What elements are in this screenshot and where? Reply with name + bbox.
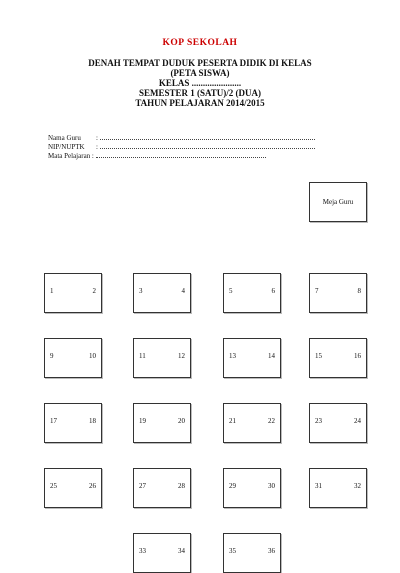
seat-number: 21 <box>229 417 236 425</box>
seat-number: 31 <box>315 482 322 490</box>
mapel-row <box>48 151 266 161</box>
student-desk <box>309 273 367 313</box>
student-desk <box>133 533 191 573</box>
seat-number: 10 <box>89 352 96 360</box>
student-desk <box>223 533 281 573</box>
seat-number: 4 <box>181 287 185 295</box>
seat-number: 8 <box>357 287 361 295</box>
student-desk <box>223 403 281 443</box>
seat-number: 33 <box>139 547 146 555</box>
seat-number: 28 <box>178 482 185 490</box>
student-desk <box>309 338 367 378</box>
seat-number: 11 <box>139 352 146 360</box>
document-subtitle: (PETA SISWA) <box>170 68 230 78</box>
seat-number: 9 <box>50 352 54 360</box>
student-desk <box>309 403 367 443</box>
class-line: KELAS ...................... <box>158 78 242 88</box>
academic-year-line: TAHUN PELAJARAN 2014/2015 <box>135 98 265 108</box>
colon: : <box>96 134 98 142</box>
student-desk <box>44 468 102 508</box>
seat-number: 32 <box>354 482 361 490</box>
seat-number: 29 <box>229 482 236 490</box>
seat-number: 20 <box>178 417 185 425</box>
seat-number: 22 <box>268 417 275 425</box>
kop-sekolah: KOP SEKOLAH <box>162 38 238 48</box>
student-desk <box>44 273 102 313</box>
student-desk <box>44 338 102 378</box>
seat-number: 16 <box>354 352 361 360</box>
seat-number: 12 <box>178 352 185 360</box>
seat-number: 6 <box>271 287 275 295</box>
seat-number: 34 <box>178 547 185 555</box>
seat-number: 2 <box>92 287 96 295</box>
student-desk <box>133 468 191 508</box>
document-title: DENAH TEMPAT DUDUK PESERTA DIDIK DI KELAS <box>88 58 312 68</box>
student-desk <box>309 468 367 508</box>
student-desk <box>223 273 281 313</box>
student-desk <box>44 403 102 443</box>
mapel-label: Mata Pelajaran : <box>48 152 94 160</box>
seat-number: 7 <box>315 287 319 295</box>
seat-number: 15 <box>315 352 322 360</box>
student-desk <box>133 338 191 378</box>
seat-number: 35 <box>229 547 236 555</box>
teacher-desk-label: Meja Guru <box>322 198 354 206</box>
seat-number: 26 <box>89 482 96 490</box>
nama-guru-field <box>100 133 315 140</box>
seat-number: 13 <box>229 352 236 360</box>
student-desk <box>133 403 191 443</box>
student-desk <box>223 468 281 508</box>
semester-line: SEMESTER 1 (SATU)/2 (DUA) <box>138 88 262 98</box>
seat-number: 5 <box>229 287 233 295</box>
seat-number: 17 <box>50 417 57 425</box>
seat-number: 18 <box>89 417 96 425</box>
nip-field <box>100 142 315 149</box>
nip-label: NIP/NUPTK <box>48 143 85 151</box>
student-desk <box>133 273 191 313</box>
seat-number: 23 <box>315 417 322 425</box>
nama-guru-label: Nama Guru <box>48 134 81 142</box>
seat-number: 36 <box>268 547 275 555</box>
colon: : <box>96 143 98 151</box>
seat-number: 14 <box>268 352 275 360</box>
seat-number: 3 <box>139 287 143 295</box>
teacher-desk <box>309 182 367 222</box>
seat-number: 27 <box>139 482 146 490</box>
mapel-field <box>96 151 266 158</box>
seat-number: 19 <box>139 417 146 425</box>
student-desk <box>223 338 281 378</box>
seat-number: 24 <box>354 417 361 425</box>
seat-number: 30 <box>268 482 275 490</box>
seat-number: 1 <box>50 287 54 295</box>
seat-number: 25 <box>50 482 57 490</box>
